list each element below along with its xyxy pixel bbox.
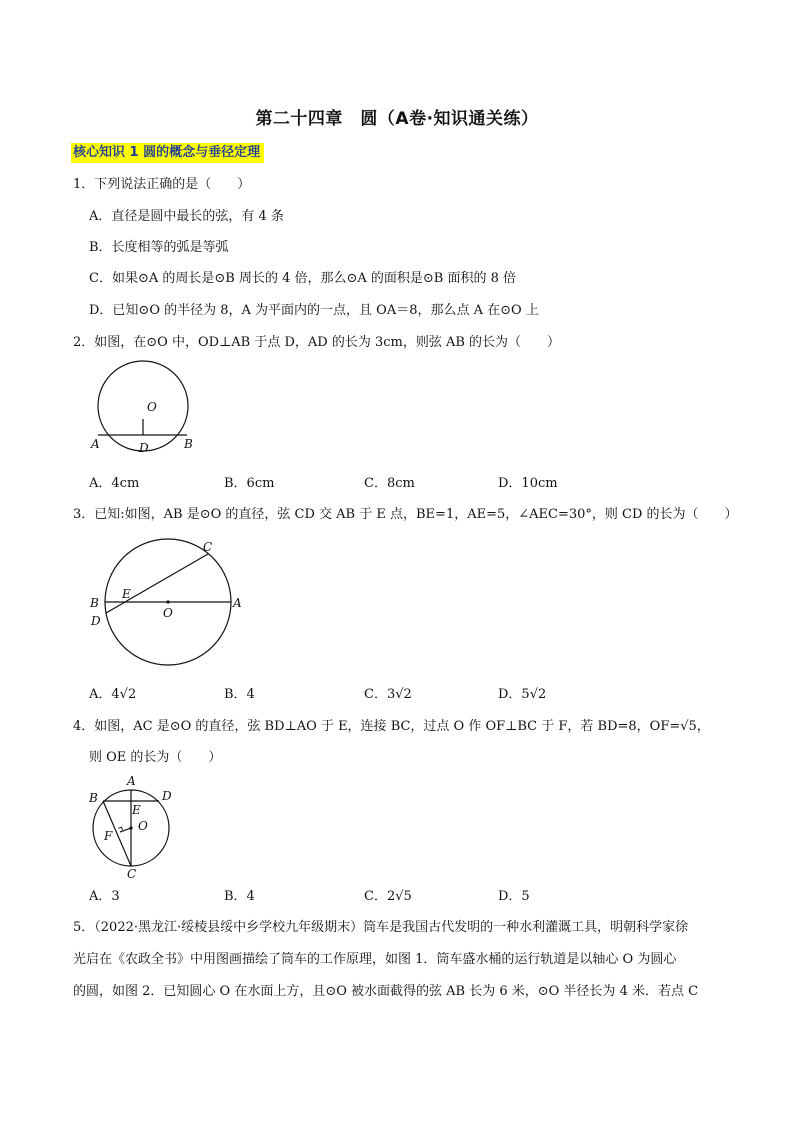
question-4-option-d: D．5	[498, 889, 530, 904]
q2-circle	[98, 361, 188, 451]
question-2-option-b: B．6cm	[224, 476, 275, 491]
q3-center-dot	[166, 600, 169, 603]
q4-center-dot	[129, 826, 132, 829]
q4-right-angle-mark	[118, 827, 122, 830]
question-3-option-a: A．4√2	[89, 687, 137, 702]
question-3-figure	[86, 534, 256, 672]
q4-label-o: O	[138, 819, 148, 833]
question-2-option-c: C．8cm	[364, 476, 415, 491]
q4-label-a: A	[127, 774, 136, 788]
q3-label-d: D	[91, 614, 101, 628]
question-1-option-c: C．如果⊙A 的周长是⊙B 周长的 4 倍，那么⊙A 的面积是⊙B 面积的 8 倍	[89, 271, 517, 286]
q3-label-e: E	[122, 587, 131, 601]
q4-label-d: D	[162, 789, 172, 803]
question-5-line-3: 的圆，如图 2．已知圆心 O 在水面上方，且⊙O 被水面截得的弦 AB 长为 6 米，⊙O 半径长为 4 米．若点 C	[73, 984, 699, 999]
question-5-line-1: 5．（2022·黑龙江·绥棱县绥中乡学校九年级期末）筒车是我国古代发明的一种水利灌溉工具，明朝科学家徐	[73, 920, 689, 935]
question-3-option-c: C．3√2	[364, 687, 412, 702]
question-4-figure	[86, 768, 186, 880]
question-2-option-d: D．10cm	[498, 476, 558, 491]
q3-label-c: C	[203, 540, 213, 554]
question-4-option-b: B．4	[224, 889, 255, 904]
section-heading: 核心知识 1 圆的概念与垂径定理	[71, 143, 264, 163]
question-4-option-c: C．2√5	[364, 889, 412, 904]
question-2-stem: 2．如图，在⊙O 中，OD⊥AB 于点 D，AD 的长为 3cm，则弦 AB 的长为（ ）	[73, 335, 561, 350]
question-2-option-a: A．4cm	[89, 476, 140, 491]
page-title: 第二十四章 圆（A卷·知识通关练）	[255, 109, 539, 129]
q3-label-b: B	[90, 596, 99, 610]
question-5-line-2: 光启在《农政全书》中用图画描绘了筒车的工作原理，如图 1．筒车盛水桶的运行轨道是以轴心 O 为圆心	[73, 952, 677, 967]
question-4-stem-line-1: 4．如图，AC 是⊙O 的直径，弦 BD⊥AO 于 E，连接 BC，过点 O 作 OF⊥BC 于 F，若 BD=8，OF=√5，	[73, 719, 710, 734]
question-3-stem: 3．已知:如图，AB 是⊙O 的直径，弦 CD 交 AB 于 E 点，BE=1，AE=5，∠AEC=30°，则 CD 的长为（ ）	[73, 507, 738, 522]
q4-label-b: B	[89, 791, 98, 805]
question-1-stem: 1．下列说法正确的是（ ）	[73, 177, 251, 192]
question-1-option-a: A．直径是圆中最长的弦，有 4 条	[89, 209, 284, 224]
q2-label-o: O	[147, 400, 157, 414]
question-4-stem-line-2: 则 OE 的长为（ ）	[89, 750, 222, 765]
q4-label-e: E	[132, 803, 141, 817]
q4-label-f: F	[104, 829, 113, 843]
question-2-figure	[86, 356, 206, 460]
q3-label-o: O	[163, 606, 173, 620]
question-3-option-d: D．5√2	[498, 687, 547, 702]
q4-label-c: C	[127, 867, 137, 880]
q2-label-a: A	[91, 437, 100, 451]
question-3-option-b: B．4	[224, 687, 255, 702]
q3-label-a: A	[233, 596, 242, 610]
question-1-option-d: D．已知⊙O 的半径为 8，A 为平面内的一点，且 OA＝8，那么点 A 在⊙O 上	[89, 303, 539, 318]
q3-chord-cd	[106, 554, 208, 613]
question-1-option-b: B．长度相等的弧是等弧	[89, 240, 229, 255]
q2-label-b: B	[184, 437, 193, 451]
question-4-option-a: A．3	[89, 889, 120, 904]
q2-label-d: D	[139, 441, 149, 455]
